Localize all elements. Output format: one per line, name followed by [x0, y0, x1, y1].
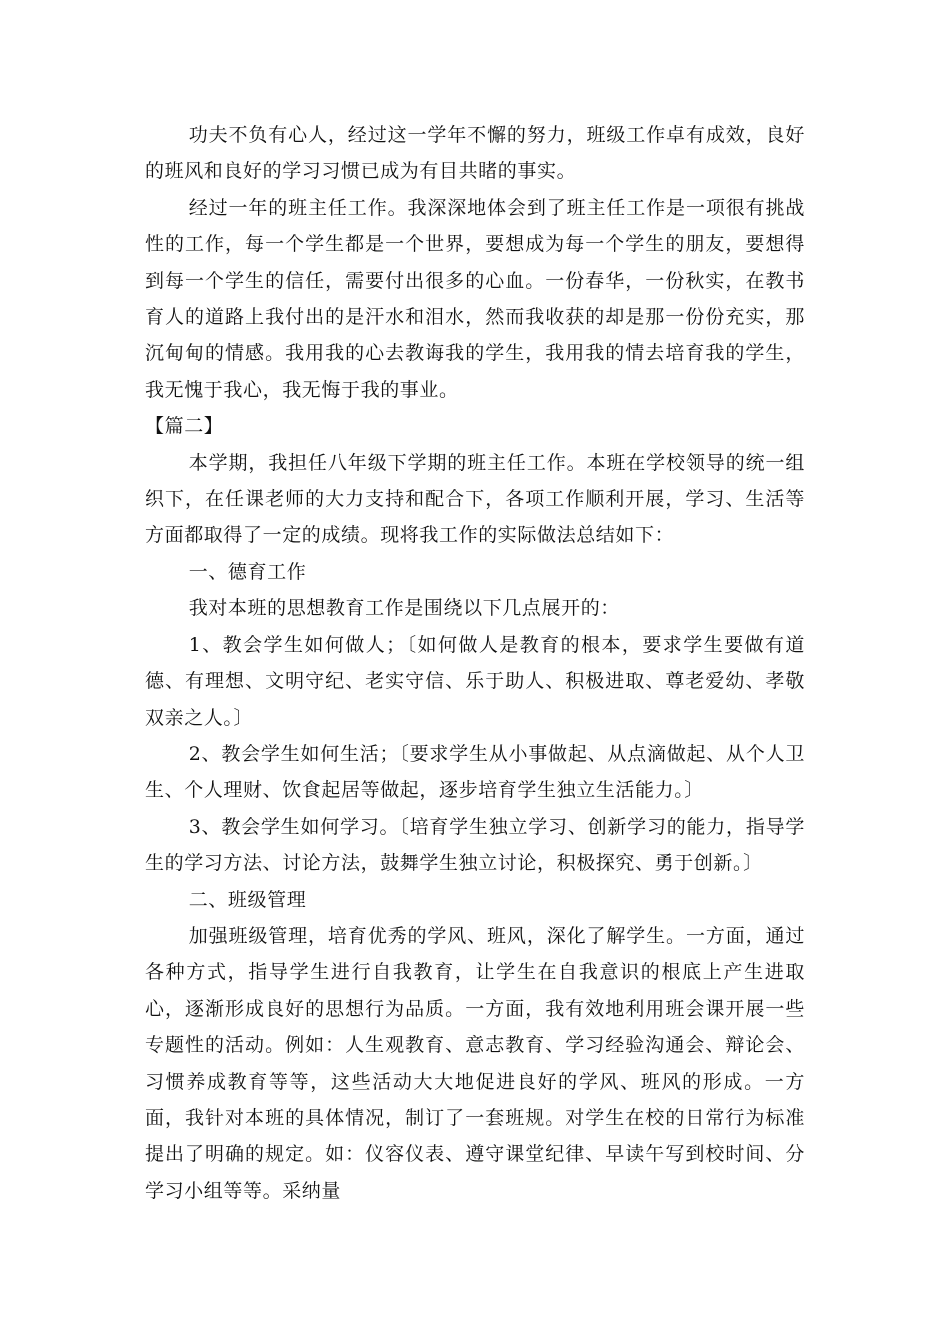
section-heading-part-two: 【篇二】: [145, 415, 224, 438]
document-body: [145, 117, 805, 1209]
list-item-3: 3、教会学生如何学习。〔培育学生独立学习、创新学习的能力，指导学生的学习方法、讨论方法，鼓舞学生独立讨论，积极探究、勇于创新。〕: [145, 815, 805, 875]
subheading-moral-education: 一、德育工作: [188, 560, 307, 583]
paragraph-conclusion-1: 功夫不负有心人，经过这一学年不懈的努力，班级工作卓有成效，良好的班风和良好的学习习惯已成为有目共睹的事实。: [145, 124, 805, 183]
list-item-2: 2、教会学生如何生活；〔要求学生从小事做起、从点滴做起、从个人卫生、个人理财、饮食起居等做起，逐步培育学生独立生活能力。〕: [145, 742, 805, 802]
list-item-1: 1、教会学生如何做人；〔如何做人是教育的根本，要求学生要做有道德、有理想、文明守纪、老实守信、乐于助人、积极进取、尊老爱幼、孝敬双亲之人。〕: [145, 633, 805, 729]
paragraph-class-management: 加强班级管理，培育优秀的学风、班风，深化了解学生。一方面，通过各种方式，指导学生进行自我教育，让学生在自我意识的根底上产生进取心，逐渐形成良好的思想行为品质。一方面，我有效地利用班会课开展一些专题性的活动。例如：人生观教育、意志教育、学习经验沟通会、辩论会、习惯养成教育等等，这些活动大大地促进良好的学风、班风的形成。一方面，我针对本班的具体情况，制订了一套班规。对学生在校的日常行为标准提出了明确的规定。如：仪容仪表、遵守课堂纪律、早读午写到校时间、分学习小组等等。采纳量: [145, 924, 805, 1202]
paragraph-conclusion-2: 经过一年的班主任工作。我深深地体会到了班主任工作是一项很有挑战性的工作，每一个学生都是一个世界，要想成为每一个学生的朋友，要想得到每一个学生的信任，需要付出很多的心血。一份春华，一份秋实，在教书育人的道路上我付出的是汗水和泪水，然而我收获的却是那一份份充实，那沉甸甸的情感。我用我的心去教诲我的学生，我用我的情去培育我的学生，我无愧于我心，我无悔于我的事业。: [145, 196, 805, 401]
subheading-class-management: 二、班级管理: [188, 888, 307, 911]
paragraph-intro: 本学期，我担任八年级下学期的班主任工作。本班在学校领导的统一组织下，在任课老师的大力支持和配合下，各项工作顺利开展，学习、生活等方面都取得了一定的成绩。现将我工作的实际做法总结如下：: [145, 451, 805, 547]
paragraph-moral-intro: 我对本班的思想教育工作是围绕以下几点展开的：: [188, 597, 620, 620]
